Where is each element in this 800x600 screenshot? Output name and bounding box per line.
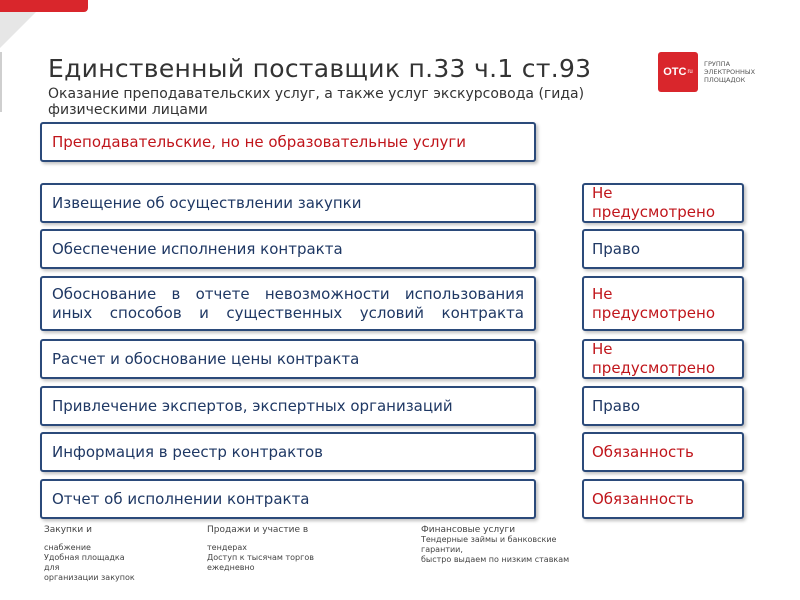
footer-finance-line: гарантии,: [421, 545, 463, 554]
requirement-row-price: Расчет и обоснование цены контракта: [40, 339, 536, 379]
status-badge-notice: Не предусмотрено: [582, 183, 744, 223]
corner-accent-tab: [0, 0, 88, 12]
footer-procurement-line: Удобная площадка: [44, 553, 125, 562]
footer-finance-line: Тендерные займы и банковские: [421, 535, 557, 544]
logo-mark-text: ОТС: [663, 66, 687, 78]
footer-procurement[interactable]: [44, 525, 184, 583]
footer-finance-line: быстро выдаем по низким ставкам: [421, 555, 570, 564]
footer-procurement-line: для: [44, 563, 60, 572]
footer-sales-line: тендерах: [207, 543, 247, 552]
footer-procurement-line: снабжение: [44, 543, 91, 552]
logo-caption: ГРУППА ЭЛЕКТРОННЫХ ПЛОЩАДОК: [704, 60, 756, 84]
page-title: Единственный поставщик п.33 ч.1 ст.93: [48, 54, 592, 83]
footer-procurement-line: организации закупок: [44, 573, 135, 582]
status-badge-report: Обязанность: [582, 479, 744, 519]
footer-sales-title: Продажи и участие в: [207, 525, 309, 535]
left-accent-line: [0, 52, 2, 112]
ots-logo-icon: [658, 52, 698, 92]
footer-finance[interactable]: [421, 525, 621, 565]
status-badge-registry: Обязанность: [582, 432, 744, 472]
page-subtitle: Оказание преподавательских услуг, а также услуг экскурсовода (гида) физическими лицами: [48, 86, 585, 118]
footer-finance-title: Финансовые услуги: [421, 525, 516, 535]
ots-logo: [658, 52, 764, 92]
requirement-row-registry: Информация в реестр контрактов: [40, 432, 536, 472]
logo-mark-suffix: ru: [687, 69, 693, 75]
requirement-row-justification: Обоснование в отчете невозможности использования иных способов и существенных условий контракта: [40, 276, 536, 331]
status-badge-price: Не предусмотрено: [582, 339, 744, 379]
requirement-row-report: Отчет об исполнении контракта: [40, 479, 536, 519]
category-box: Преподавательские, но не образовательные услуги: [40, 122, 536, 162]
footer-sales[interactable]: [207, 525, 367, 573]
status-badge-justification: Не предусмотрено: [582, 276, 744, 331]
footer-sales-line: Доступ к тысячам торгов: [207, 553, 314, 562]
requirement-row-experts: Привлечение экспертов, экспертных организаций: [40, 386, 536, 426]
requirement-row-security: Обеспечение исполнения контракта: [40, 229, 536, 269]
footer-sales-line: ежедневно: [207, 563, 255, 572]
requirement-row-notice: Извещение об осуществлении закупки: [40, 183, 536, 223]
footer-procurement-title: Закупки и: [44, 525, 92, 535]
status-badge-security: Право: [582, 229, 744, 269]
status-badge-experts: Право: [582, 386, 744, 426]
